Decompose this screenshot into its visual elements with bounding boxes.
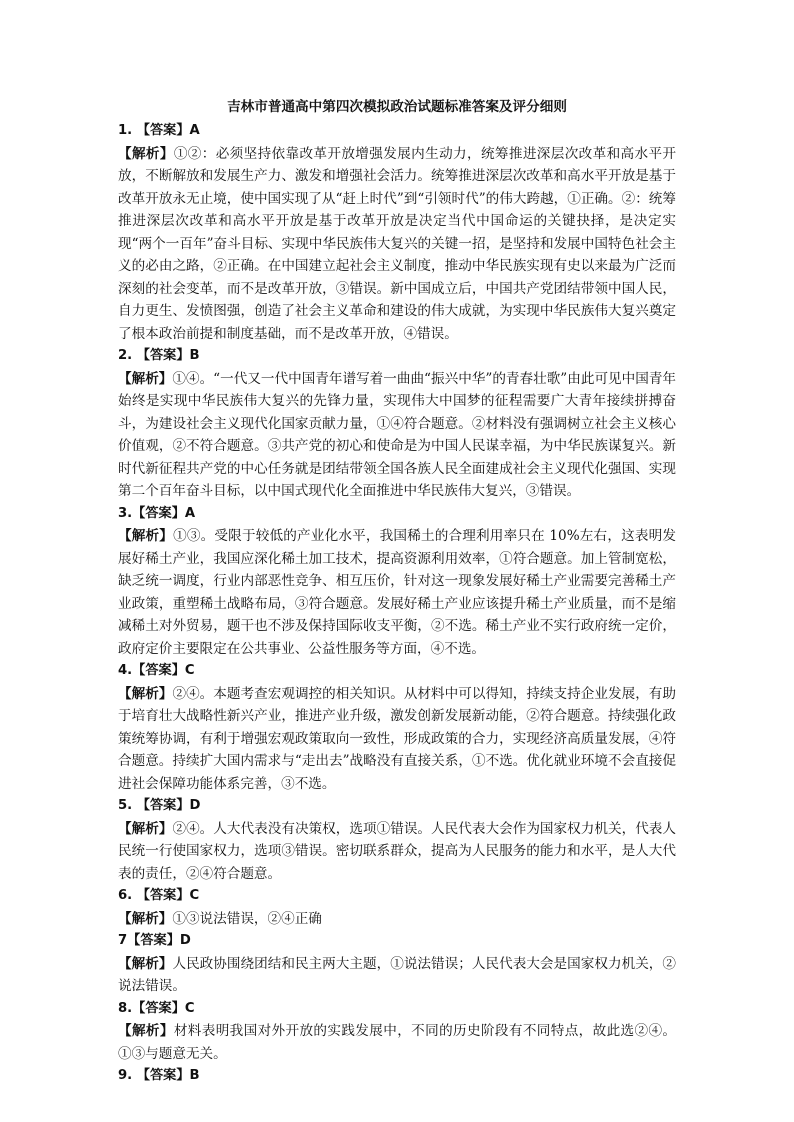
analysis-text: ①③。受限于较低的产业化水平，我国稀土的合理利用率只在 10%左右，这表明发展好稀土产业，我国应深化稀土加工技术，提高资源利用效率，①符合题意。加上管制宽松，缺乏统一调度，行业内部恶性竞争、相互压价，针对这一现象发展好稀土产业需要完善稀土产业政策，重塑稀土战略布局，③符合题意。发展好稀土产业应该提升稀土产业质量，而不是缩减稀土对外贸易，题干也不涉及保持国际收支平衡，②不选。稀土产业不实行政府统一定价，政府定价主要限定在公共事业、公益性服务等方面，④不选。 [118,528,676,657]
answer-line: 8.【答案】C [118,1000,195,1016]
question-item-3 [118,503,676,661]
answer-line: 1. 【答案】A [118,123,200,138]
analysis-text: ①④。“一代又一代中国青年谱写着一曲曲“振兴中华”的青春壮歌”由此可见中国青年始终是实现中华民族伟大复兴的先锋力量，实现伟大中国梦的征程需要广大青年接续拼搏奋斗，为建设社会主义现代化国家贡献力量，①④符合题意。②材料没有强调树立社会主义核心价值观，②不符合题意。③共产党的初心和使命是为中国人民谋幸福，为中华民族谋复兴。新时代新征程共产党的中心任务就是团结带领全国各族人民全面建成社会主义现代化强国、实现第二个百年奋斗目标，以中国式现代化全面推进中华民族伟大复兴，③错误。 [118,370,677,499]
analysis-text: ①③说法错误，②④正确 [172,910,322,927]
analysis-paragraph [118,368,676,503]
analysis-tag: 【解析】 [118,370,173,387]
question-item-7 [118,930,676,998]
question-item-2 [118,345,676,503]
analysis-paragraph [118,525,676,660]
answer-line: 2. 【答案】B [118,348,200,363]
analysis-paragraph [118,908,676,931]
answer-line: 5. 【答案】D [118,798,201,813]
analysis-text: ②④。人大代表没有决策权，选项①错误。人民代表大会作为国家权力机关，代表人民统一行使国家权力，选项③错误。密切联系群众，提高为人民服务的能力和水平，是人大代表的责任，②④符合题意。 [118,820,677,882]
question-item-6 [118,885,676,930]
analysis-tag: 【解析】 [118,685,173,702]
answer-line: 4.【答案】C [118,663,195,678]
analysis-tag: 【解析】 [118,820,173,837]
question-item-1 [118,120,676,345]
analysis-paragraph [118,1020,676,1065]
question-item-8 [118,998,676,1066]
analysis-paragraph [118,953,676,998]
answer-line: 9. 【答案】B [118,1068,200,1083]
analysis-text: 人民政协围绕团结和民主两大主题，①说法错误；人民代表大会是国家权力机关，②说法错误。 [118,955,677,994]
analysis-tag: 【解析】 [118,955,173,972]
answer-line: 6. 【答案】C [118,888,200,903]
analysis-tag: 【解析】 [118,910,173,927]
analysis-text: ②④。本题考查宏观调控的相关知识。从材料中可以得知，持续支持企业发展，有助于培育壮大战略性新兴产业，推进产业升级，激发创新发展新动能，②符合题意。持续强化政策统筹协调，有利于增强宏观政策取向一致性，形成政策的合力，实现经济高质量发展，④符合题意。持续扩大国内需求与“走出去”战略没有直接关系，①不选。优化就业环境不会直接促进社会保障功能体系完善，③不选。 [118,685,677,792]
document-title: 吉林市普通高中第四次模拟政治试题标准答案及评分细则 [227,99,567,115]
question-item-5 [118,795,676,885]
analysis-tag: 【解析】 [118,528,174,544]
question-item-9 [118,1065,676,1088]
answer-line: 7【答案】D [118,933,191,948]
analysis-text: ①②：必须坚持依靠改革开放增强发展内生动力，统筹推进深层次改革和高水平开放，不断解放和发展生产力、激发和增强社会活力。统筹推进深层次改革和高水平开放是基于改革开放永无止境，使中国实现了从“赶上时代”到“引领时代”的伟大跨越，①正确。②：统筹推进深层次改革和高水平开放是基于改革开放是决定当代中国命运的关键抉择，是决定实现“两个一百年”奋斗目标、实现中华民族伟大复兴的关键一招，是坚持和发展中国特色社会主义的必由之路，②正确。在中国建立起社会主义制度，推动中华民族实现有史以来最为广泛而深刻的社会变革，而不是改革开放，③错误。新中国成立后，中国共产党团结带领中国人民，自力更生、发愤图强，创造了社会主义革命和建设的伟大成就，为实现中华民族伟大复兴奠定了根本政治前提和制度基础，而不是改革开放，④错误。 [118,145,677,342]
analysis-paragraph [118,818,676,886]
question-item-4 [118,660,676,795]
analysis-text: 材料表明我国对外开放的实践发展中，不同的历史阶段有不同特点，故此选②④。①③与题意无关。 [118,1023,677,1062]
answer-document [118,96,676,1088]
analysis-paragraph [118,143,676,346]
analysis-tag: 【解析】 [118,145,174,162]
analysis-tag: 【解析】 [118,1023,174,1039]
answer-line: 3.【答案】A [118,505,196,521]
analysis-paragraph [118,683,676,796]
